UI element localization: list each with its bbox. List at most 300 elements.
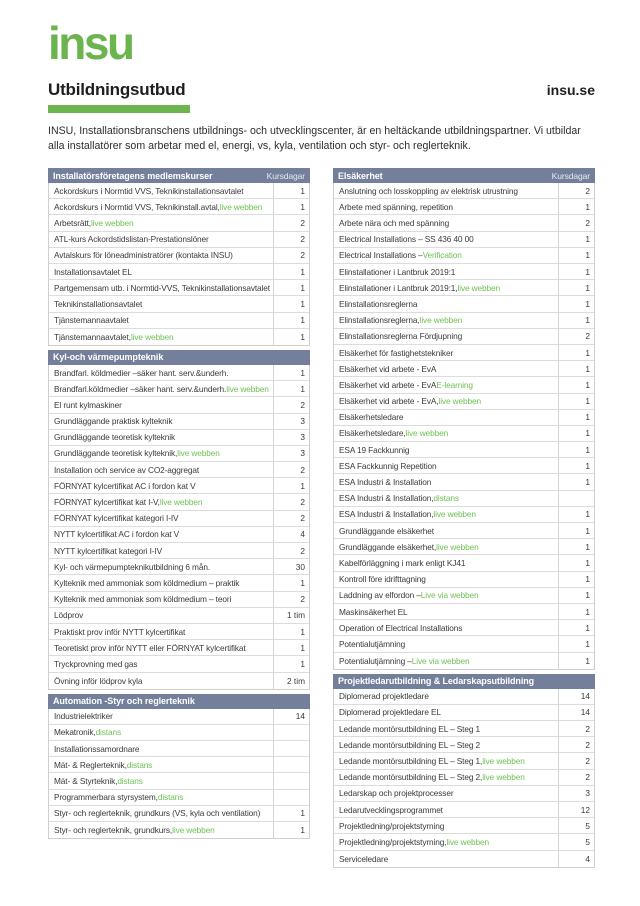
course-text: Projektledning/projektstyrning, bbox=[339, 836, 447, 847]
course-text: Elsäkerhet vid arbete - EvA, bbox=[339, 396, 439, 407]
course-name bbox=[334, 721, 558, 736]
course-name bbox=[334, 280, 558, 295]
course-days: 1 bbox=[558, 361, 594, 376]
table-row bbox=[49, 575, 309, 591]
table-row bbox=[49, 822, 309, 838]
days-column-header: Kursdagar bbox=[551, 170, 590, 181]
table-title: Automation -Styr och reglerteknik bbox=[53, 696, 195, 707]
course-days: 1 bbox=[558, 588, 594, 603]
course-name bbox=[49, 640, 273, 655]
course-days: 2 bbox=[273, 543, 309, 558]
table-row bbox=[334, 705, 594, 721]
course-text: Kyl- och värmepumpteknikutbildning 6 mån. bbox=[54, 561, 211, 572]
course-name bbox=[334, 818, 558, 833]
course-text: FÖRNYAT kylcertifikat kategori I-IV bbox=[54, 513, 179, 524]
course-delivery-label: live webben bbox=[219, 201, 263, 212]
course-name bbox=[49, 329, 273, 345]
course-days bbox=[273, 725, 309, 740]
course-days: 1 bbox=[558, 264, 594, 279]
course-days: 2 bbox=[558, 183, 594, 198]
course-days bbox=[558, 491, 594, 506]
course-text: Installationsavtalet EL bbox=[54, 266, 132, 277]
course-days: 1 bbox=[558, 636, 594, 651]
table-header-bar bbox=[333, 674, 595, 689]
course-text: Tjänstemannaavtalet bbox=[54, 315, 129, 326]
course-days: 1 bbox=[273, 313, 309, 328]
table-row bbox=[49, 806, 309, 822]
course-delivery-label: live webben bbox=[482, 772, 525, 783]
course-name bbox=[334, 215, 558, 230]
course-days: 2 bbox=[273, 397, 309, 412]
course-name bbox=[49, 248, 273, 263]
course-days: 1 bbox=[558, 604, 594, 619]
course-table bbox=[333, 674, 595, 868]
table-row bbox=[49, 365, 309, 381]
course-days: 1 bbox=[558, 620, 594, 635]
course-text: ATL-kurs Ackordstidslistan-Prestationslöner bbox=[54, 234, 209, 245]
course-delivery-label: Verification bbox=[422, 250, 462, 261]
course-delivery-label: distans bbox=[95, 727, 122, 738]
course-days: 1 bbox=[558, 539, 594, 554]
course-name bbox=[49, 414, 273, 429]
course-name bbox=[49, 478, 273, 493]
course-days: 1 bbox=[273, 329, 309, 345]
course-name bbox=[334, 507, 558, 522]
course-text: Övning inför lödprov kyla bbox=[54, 675, 143, 686]
course-days: 4 bbox=[273, 527, 309, 542]
table-row bbox=[49, 430, 309, 446]
course-text: Grundläggande teoretisk kylteknik bbox=[54, 432, 176, 443]
course-table bbox=[48, 350, 310, 690]
course-name bbox=[334, 491, 558, 506]
table-row bbox=[49, 790, 309, 806]
table-row bbox=[49, 414, 309, 430]
table-row bbox=[334, 248, 594, 264]
course-days: 1 bbox=[273, 624, 309, 639]
course-text: ESA Industri & Installation, bbox=[339, 493, 434, 504]
course-delivery-label: live webben bbox=[436, 541, 479, 552]
course-days: 1 bbox=[558, 458, 594, 473]
course-days: 2 bbox=[273, 511, 309, 526]
table-row bbox=[49, 296, 309, 312]
course-name bbox=[334, 426, 558, 441]
course-text: Styr- och reglerteknik, grundkurs (VS, kyla och ventilation) bbox=[54, 808, 261, 819]
table-row bbox=[334, 786, 594, 802]
course-name bbox=[49, 822, 273, 838]
course-name bbox=[334, 770, 558, 785]
course-text: ESA Industri & Installation, bbox=[339, 509, 434, 520]
course-name bbox=[334, 248, 558, 263]
course-name bbox=[49, 592, 273, 607]
table-row bbox=[334, 232, 594, 248]
table-row bbox=[334, 426, 594, 442]
table-row bbox=[334, 834, 594, 850]
table-row bbox=[334, 636, 594, 652]
page-title: Utbildningsutbud bbox=[48, 80, 186, 99]
table-row bbox=[334, 802, 594, 818]
course-name bbox=[49, 446, 273, 461]
course-name bbox=[49, 494, 273, 509]
course-text: Kylteknik med ammoniak som köldmedium – praktik bbox=[54, 577, 240, 588]
course-days: 1 bbox=[273, 822, 309, 838]
course-name bbox=[334, 653, 558, 669]
course-delivery-label: live webben bbox=[90, 218, 134, 229]
table-row bbox=[49, 640, 309, 656]
course-text: Laddning av elfordon – bbox=[339, 590, 421, 601]
course-name bbox=[334, 572, 558, 587]
table-row bbox=[49, 462, 309, 478]
course-text: Operation of Electrical Installations bbox=[339, 622, 463, 633]
course-name bbox=[49, 430, 273, 445]
course-text: Ledande montörsutbildning EL – Steg 2, bbox=[339, 772, 483, 783]
course-days: 1 bbox=[273, 806, 309, 821]
course-text: Kontroll före idrifttagning bbox=[339, 574, 426, 585]
course-text: Avtalskurs för löneadministratörer (kontakta INSU) bbox=[54, 250, 233, 261]
course-name bbox=[334, 802, 558, 817]
course-days: 3 bbox=[273, 430, 309, 445]
table-title: Kyl-och värmepumpteknik bbox=[53, 352, 164, 363]
table-row bbox=[49, 773, 309, 789]
course-name bbox=[334, 232, 558, 247]
course-text: Praktiskt prov inför NYTT kylcertifikat bbox=[54, 626, 186, 637]
course-days: 3 bbox=[273, 446, 309, 461]
course-name bbox=[49, 313, 273, 328]
course-days bbox=[273, 741, 309, 756]
course-name bbox=[49, 280, 273, 295]
table-row bbox=[49, 280, 309, 296]
course-days: 2 bbox=[558, 329, 594, 344]
course-delivery-label: live webben bbox=[438, 396, 481, 407]
course-delivery-label: distans bbox=[126, 759, 153, 770]
table-header-bar bbox=[48, 694, 310, 709]
course-days: 2 bbox=[558, 215, 594, 230]
course-delivery-label: live webben bbox=[172, 825, 215, 836]
course-text: Mät- & Reglerteknik, bbox=[54, 759, 127, 770]
course-text: Ledarskap och projektprocesser bbox=[339, 788, 454, 799]
table-row bbox=[334, 394, 594, 410]
course-text: Grundläggande elsäkerhet, bbox=[339, 541, 437, 552]
course-text: Potentialutjämning – bbox=[339, 655, 412, 666]
course-name bbox=[334, 361, 558, 376]
course-text: Projektledning/projektstyrning bbox=[339, 820, 445, 831]
table-row bbox=[334, 442, 594, 458]
course-name bbox=[49, 381, 273, 396]
course-days: 1 bbox=[558, 442, 594, 457]
course-name bbox=[49, 215, 273, 230]
course-days: 1 bbox=[558, 523, 594, 538]
course-name bbox=[334, 345, 558, 360]
table-row bbox=[49, 673, 309, 689]
course-days: 2 bbox=[558, 721, 594, 736]
course-days: 3 bbox=[273, 414, 309, 429]
course-name bbox=[334, 523, 558, 538]
course-text: Elinstallationsreglerna Fördjupning bbox=[339, 331, 463, 342]
course-days: 1 bbox=[558, 426, 594, 441]
course-name bbox=[334, 539, 558, 554]
course-name bbox=[49, 608, 273, 623]
course-days: 12 bbox=[558, 802, 594, 817]
table-row bbox=[334, 721, 594, 737]
course-text: Potentialutjämning bbox=[339, 638, 406, 649]
course-days: 1 bbox=[273, 478, 309, 493]
course-text: Elsäkerhetsledare, bbox=[339, 428, 406, 439]
course-delivery-label: live webben bbox=[177, 448, 220, 459]
course-text: Grundläggande elsäkerhet bbox=[339, 525, 434, 536]
table-title: Installatörsföretagens medlemskurser bbox=[53, 170, 213, 181]
course-delivery-label: live webben bbox=[482, 756, 525, 767]
table-row bbox=[49, 264, 309, 280]
course-text: Teknikinstallationsavtalet bbox=[54, 298, 143, 309]
course-days: 1 bbox=[273, 575, 309, 590]
table-row bbox=[49, 232, 309, 248]
table-row bbox=[49, 741, 309, 757]
course-name bbox=[334, 199, 558, 214]
table-row bbox=[334, 737, 594, 753]
course-text: Electrical Installations – SS 436 40 00 bbox=[339, 234, 474, 245]
table-row bbox=[334, 199, 594, 215]
course-text: Diplomerad projektledare bbox=[339, 691, 429, 702]
table-row bbox=[334, 523, 594, 539]
course-name bbox=[49, 673, 273, 689]
course-text: Elsäkerhetsledare bbox=[339, 412, 404, 423]
course-days: 14 bbox=[273, 709, 309, 724]
course-name bbox=[49, 365, 273, 380]
course-days: 1 bbox=[273, 296, 309, 311]
course-delivery-label: live webben bbox=[419, 315, 463, 326]
course-name bbox=[334, 604, 558, 619]
course-name bbox=[334, 474, 558, 489]
course-delivery-label: live webben bbox=[446, 836, 489, 847]
course-name bbox=[49, 264, 273, 279]
course-days: 2 bbox=[273, 494, 309, 509]
course-days: 2 bbox=[273, 232, 309, 247]
course-table bbox=[48, 168, 310, 346]
course-text: Elinstallationer i Lantbruk 2019:1 bbox=[339, 266, 456, 277]
course-days: 1 bbox=[273, 264, 309, 279]
table-row bbox=[49, 397, 309, 413]
course-name bbox=[334, 588, 558, 603]
table-row bbox=[49, 248, 309, 264]
table-row bbox=[49, 543, 309, 559]
course-name bbox=[334, 183, 558, 198]
course-days: 1 tim bbox=[273, 608, 309, 623]
course-days: 3 bbox=[558, 786, 594, 801]
course-name bbox=[334, 313, 558, 328]
course-text: Kabelförläggning i mark enligt KJ41 bbox=[339, 557, 466, 568]
table-title: Projektledarutbildning & Ledarskapsutbildning bbox=[338, 676, 535, 687]
table-row bbox=[49, 313, 309, 329]
course-text: Lödprov bbox=[54, 610, 84, 621]
course-name bbox=[334, 620, 558, 635]
course-name bbox=[49, 183, 273, 198]
course-days: 2 bbox=[558, 737, 594, 752]
course-name bbox=[334, 329, 558, 344]
course-text: Elsäkerhet vid arbete - EvA bbox=[339, 379, 437, 390]
course-name bbox=[49, 527, 273, 542]
course-days: 2 bbox=[558, 753, 594, 768]
course-text: El runt kylmaskiner bbox=[54, 399, 122, 410]
table-row bbox=[334, 555, 594, 571]
course-name bbox=[49, 709, 273, 724]
course-delivery-label: live webben bbox=[226, 383, 269, 394]
course-delivery-label: distans bbox=[157, 792, 184, 803]
course-text: Ledarutvecklingsprogrammet bbox=[339, 804, 443, 815]
course-text: Partgemensam utb. i Normtid-VVS, Teknikinstallationsavtalet bbox=[54, 282, 270, 293]
course-text: Ackordskurs i Normtid VVS, Teknikinstall.avtal, bbox=[54, 201, 220, 212]
table-row bbox=[334, 329, 594, 345]
table-row bbox=[334, 818, 594, 834]
course-name bbox=[49, 741, 273, 756]
course-text: ESA 19 Fackkunnig bbox=[339, 444, 410, 455]
course-name bbox=[49, 806, 273, 821]
course-days: 14 bbox=[558, 689, 594, 704]
course-days: 1 bbox=[558, 296, 594, 311]
course-text: Teoretiskt prov inför NYTT eller FÖRNYAT kylcertifikat bbox=[54, 642, 246, 653]
course-name bbox=[334, 264, 558, 279]
course-days: 4 bbox=[558, 851, 594, 867]
insu-logo: insu bbox=[48, 17, 133, 69]
course-name bbox=[334, 737, 558, 752]
course-text: FÖRNYAT kylcertifikat AC i fordon kat V bbox=[54, 480, 196, 491]
table-row bbox=[49, 494, 309, 510]
course-days bbox=[273, 773, 309, 788]
course-name bbox=[334, 555, 558, 570]
table-row bbox=[334, 410, 594, 426]
course-delivery-label: live webben bbox=[433, 509, 476, 520]
course-text: ESA Fackkunnig Repetition bbox=[339, 460, 437, 471]
course-text: Anslutning och losskoppling av elektrisk utrustning bbox=[339, 185, 518, 196]
course-text: Grundläggande praktisk kylteknik bbox=[54, 416, 173, 427]
course-days: 1 bbox=[558, 199, 594, 214]
course-name bbox=[334, 834, 558, 849]
course-name bbox=[49, 773, 273, 788]
course-text: Elinstallationsreglerna, bbox=[339, 315, 420, 326]
course-text: Brandfarl.köldmedier –säker hant. serv.&underh. bbox=[54, 383, 227, 394]
table-header-bar bbox=[48, 350, 310, 365]
course-text: Diplomerad projektledare EL bbox=[339, 707, 441, 718]
table-row bbox=[49, 199, 309, 215]
table-row bbox=[49, 656, 309, 672]
course-delivery-label: live webben bbox=[159, 497, 203, 508]
table-row bbox=[334, 770, 594, 786]
course-days: 1 bbox=[558, 572, 594, 587]
table-row bbox=[334, 572, 594, 588]
right-column bbox=[333, 168, 595, 872]
course-name bbox=[334, 296, 558, 311]
course-days: 2 tim bbox=[273, 673, 309, 689]
course-days: 5 bbox=[558, 834, 594, 849]
course-days: 1 bbox=[273, 381, 309, 396]
course-name bbox=[49, 624, 273, 639]
table-row bbox=[49, 757, 309, 773]
days-column-header: Kursdagar bbox=[266, 170, 305, 181]
course-text: Elinstallationer i Lantbruk 2019:1, bbox=[339, 282, 458, 293]
course-delivery-label: Live via webben bbox=[411, 655, 470, 666]
course-delivery-label: live webben bbox=[130, 331, 174, 342]
course-text: Programmerbara styrsystem, bbox=[54, 792, 158, 803]
table-row bbox=[334, 491, 594, 507]
course-days: 2 bbox=[273, 592, 309, 607]
course-text: Brandfarl. köldmedier –säker hant. serv.&underh. bbox=[54, 367, 229, 378]
title-underline-bar bbox=[48, 105, 190, 113]
table-header-bar bbox=[333, 168, 595, 183]
course-days: 1 bbox=[273, 183, 309, 198]
site-link[interactable]: insu.se bbox=[546, 82, 595, 98]
course-name bbox=[49, 296, 273, 311]
table-row bbox=[49, 329, 309, 345]
table-row bbox=[49, 709, 309, 725]
course-name bbox=[49, 511, 273, 526]
course-text: Industrielektriker bbox=[54, 711, 113, 722]
table-row bbox=[334, 296, 594, 312]
course-name bbox=[49, 543, 273, 558]
course-name bbox=[49, 790, 273, 805]
left-column bbox=[48, 168, 310, 843]
course-text: Ledande montörsutbildning EL – Steg 1, bbox=[339, 756, 483, 767]
table-row bbox=[334, 377, 594, 393]
table-row bbox=[334, 458, 594, 474]
course-text: FÖRNYAT kylcertifikat kat I-V, bbox=[54, 497, 160, 508]
course-name bbox=[49, 199, 273, 214]
course-text: Kylteknik med ammoniak som köldmedium – teori bbox=[54, 594, 232, 605]
table-row bbox=[334, 345, 594, 361]
course-name bbox=[49, 232, 273, 247]
course-days: 1 bbox=[273, 365, 309, 380]
course-days bbox=[273, 757, 309, 772]
course-days: 1 bbox=[558, 377, 594, 392]
table-row bbox=[334, 507, 594, 523]
table-row bbox=[334, 474, 594, 490]
table-row bbox=[334, 215, 594, 231]
table-columns bbox=[48, 168, 595, 872]
course-delivery-label: distans bbox=[433, 493, 459, 504]
course-name bbox=[334, 377, 558, 392]
course-text: Mät- & Styrteknik, bbox=[54, 776, 118, 787]
course-days: 1 bbox=[558, 248, 594, 263]
course-text: Electrical Installations – bbox=[339, 250, 423, 261]
course-days: 1 bbox=[558, 474, 594, 489]
course-days: 1 bbox=[558, 410, 594, 425]
course-name bbox=[49, 656, 273, 671]
course-days: 1 bbox=[558, 313, 594, 328]
course-delivery-label: Live via webben bbox=[420, 590, 479, 601]
course-name bbox=[334, 689, 558, 704]
course-table bbox=[333, 168, 595, 670]
table-row bbox=[334, 183, 594, 199]
course-text: ESA Industri & Installation bbox=[339, 477, 432, 488]
course-name bbox=[334, 851, 558, 867]
course-delivery-label: live webben bbox=[405, 428, 449, 439]
table-title: Elsäkerhet bbox=[338, 170, 383, 181]
course-name bbox=[49, 757, 273, 772]
table-row bbox=[49, 725, 309, 741]
table-row bbox=[49, 446, 309, 462]
table-row bbox=[334, 264, 594, 280]
course-name bbox=[49, 725, 273, 740]
course-text: Elinstallationsreglerna bbox=[339, 298, 418, 309]
course-days: 1 bbox=[558, 345, 594, 360]
course-text: Tjänstemannaavtalet, bbox=[54, 331, 131, 342]
course-name bbox=[49, 462, 273, 477]
table-row bbox=[334, 753, 594, 769]
course-days: 1 bbox=[558, 653, 594, 669]
course-delivery-label: distans bbox=[117, 776, 143, 787]
table-row bbox=[334, 361, 594, 377]
course-name bbox=[334, 636, 558, 651]
course-name bbox=[334, 705, 558, 720]
table-row bbox=[49, 215, 309, 231]
course-text: Serviceledare bbox=[339, 853, 389, 864]
